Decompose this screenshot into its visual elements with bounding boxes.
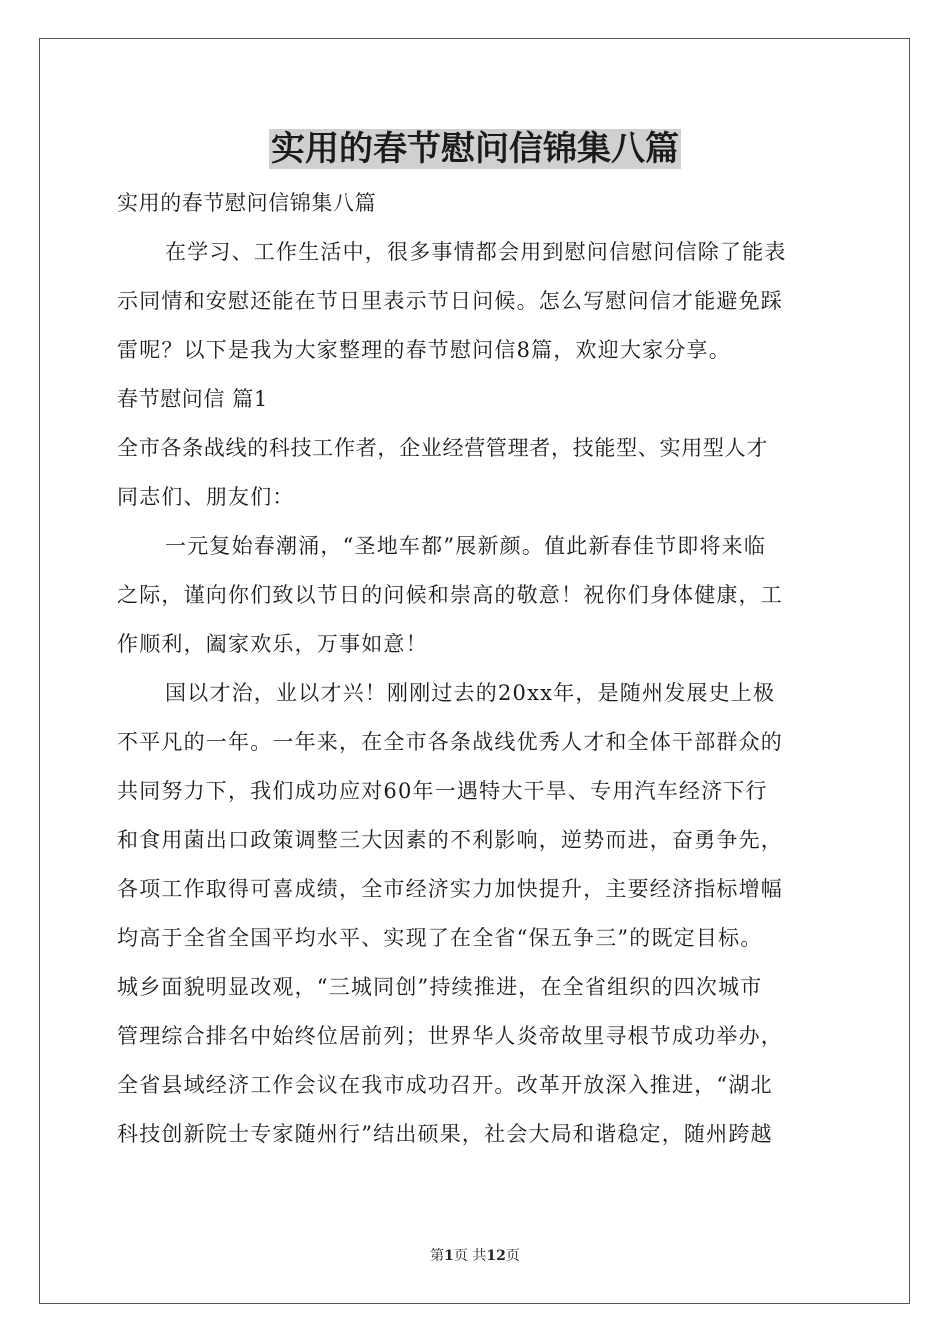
- footer-suffix: 页: [505, 1248, 520, 1264]
- section-heading: 春节慰问信 篇1: [117, 387, 268, 411]
- body-line: 在学习、工作生活中，很多事情都会用到慰问信慰问信除了能表: [165, 240, 787, 264]
- body-line: 作顺利，阖家欢乐，万事如意！: [117, 632, 428, 656]
- body-line: 示同情和安慰还能在节日里表示节日问候。怎么写慰问信才能避免踩: [117, 289, 783, 313]
- body-line: 一元复始春潮涌，“圣地车都”展新颜。值此新春佳节即将来临: [165, 534, 767, 558]
- body-line: 共同努力下，我们成功应对60年一遇特大干旱、专用汽车经济下行: [117, 779, 768, 803]
- body-line: 全省县域经济工作会议在我市成功召开。改革开放深入推进，“湖北: [117, 1073, 773, 1097]
- body-line-salutation: 全市各条战线的科技工作者，企业经营管理者，技能型、实用型人才: [117, 436, 768, 460]
- body-line: 和食用菌出口政策调整三大因素的不利影响，逆势而进，奋勇争先，: [117, 828, 783, 852]
- body-line: 管理综合排名中始终位居前列；世界华人炎帝故里寻根节成功举办，: [117, 1024, 783, 1048]
- document-title-text: 实用的春节慰问信锦集八篇: [271, 129, 679, 169]
- body-line: 科技创新院士专家随州行”结出硕果，社会大局和谐稳定，随州跨越: [117, 1122, 773, 1146]
- body-line: 城乡面貌明显改观，“三城同创”持续推进，在全省组织的四次城市: [117, 975, 763, 999]
- footer-total-pages: 12: [486, 1248, 506, 1264]
- footer-prefix: 第: [430, 1248, 445, 1264]
- document-title: [0, 124, 950, 174]
- body-line-salutation: 同志们、朋友们：: [117, 485, 295, 509]
- body-line: 均高于全省全国平均水平、实现了在全省“保五争三”的既定目标。: [117, 926, 763, 950]
- body-line: 雷呢？以下是我为大家整理的春节慰问信8篇，欢迎大家分享。: [117, 338, 731, 362]
- footer-current-page: 1: [444, 1248, 454, 1264]
- document-body: [117, 179, 837, 1159]
- body-line: 各项工作取得可喜成绩，全市经济实力加快提升，主要经济指标增幅: [117, 877, 783, 901]
- footer-middle: 页 共: [453, 1248, 487, 1264]
- body-line: 国以才治，业以才兴！刚刚过去的20xx年，是随州发展史上极: [165, 681, 776, 705]
- body-line: 之际，谨向你们致以节日的问候和崇高的敬意！祝你们身体健康，工: [117, 583, 783, 607]
- body-line: 不平凡的一年。一年来，在全市各条战线优秀人才和全体干部群众的: [117, 730, 783, 754]
- page-footer: [0, 1246, 950, 1266]
- body-line-subtitle: 实用的春节慰问信锦集八篇: [117, 191, 377, 215]
